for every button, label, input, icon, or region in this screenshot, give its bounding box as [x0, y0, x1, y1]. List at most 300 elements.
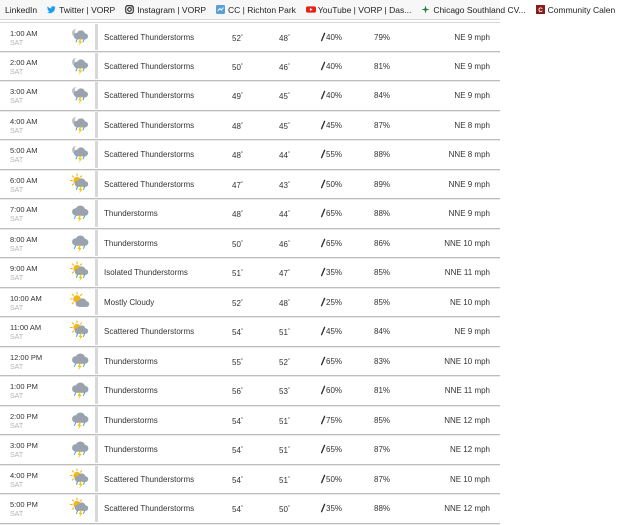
time-cell: [10, 258, 65, 287]
degree-symbol: °: [287, 239, 290, 246]
time-cell: [10, 317, 65, 346]
temperature-value: 50: [232, 239, 241, 249]
degree-symbol: °: [287, 62, 290, 69]
degree-symbol: °: [240, 210, 243, 216]
moon-thunder-icon: [67, 52, 93, 81]
condition-description: Thunderstorms: [104, 386, 158, 395]
degree-symbol: °: [287, 357, 290, 364]
temperature-value: 54: [232, 328, 241, 337]
precipitation-cell: [321, 52, 342, 81]
wind-value: NE 9 mph: [454, 327, 490, 336]
precipitation-value: 25%: [326, 297, 343, 307]
time-cell: [10, 111, 65, 140]
column-divider: [95, 53, 98, 80]
feels-like-cell: [279, 494, 290, 523]
precipitation-value: 40%: [326, 91, 343, 100]
feels-like-value: 52: [279, 357, 288, 367]
temperature-cell: [232, 494, 243, 523]
humidity-value: 81%: [374, 61, 391, 71]
temperature-value: 48: [232, 121, 241, 131]
table-row[interactable]: [0, 317, 500, 347]
time-cell: [10, 140, 65, 169]
degree-symbol: °: [240, 446, 243, 452]
column-divider: [95, 112, 98, 139]
humidity-value: 84%: [374, 91, 391, 100]
precipitation-value: 55%: [326, 150, 343, 159]
table-row[interactable]: [0, 406, 500, 436]
thunder-icon: [67, 376, 93, 405]
twitter-icon: [47, 5, 56, 14]
raindrop-icon: [321, 377, 325, 385]
time-cell: [10, 81, 65, 110]
degree-symbol: °: [240, 475, 243, 482]
raindrop-icon: [321, 230, 325, 238]
degree-symbol: °: [240, 151, 243, 157]
degree-symbol: °: [240, 34, 243, 40]
wind-value: NE 8 mph: [454, 120, 490, 130]
temperature-cell: [232, 111, 243, 140]
instagram-icon: [125, 5, 134, 14]
precipitation-value: 40%: [326, 33, 343, 42]
wind-value: NE 12 mph: [449, 445, 490, 454]
time-cell: [10, 288, 65, 317]
degree-symbol: °: [287, 269, 290, 275]
feels-like-value: 45: [279, 121, 288, 131]
svg-text:C: C: [537, 6, 543, 14]
degree-symbol: °: [287, 121, 290, 128]
wind-value: NNE 11 mph: [444, 386, 490, 395]
temperature-cell: [232, 199, 243, 228]
time-label: 2:00 PM: [10, 411, 38, 421]
temperature-value: 47: [232, 180, 241, 190]
feels-like-cell: [279, 170, 290, 199]
column-divider: [95, 141, 98, 168]
temperature-value: 52: [232, 298, 241, 308]
precipitation-cell: [321, 435, 342, 464]
feels-like-value: 47: [279, 269, 288, 278]
calendar-icon: [536, 5, 545, 14]
wind-value: NE 9 mph: [454, 91, 490, 100]
temperature-cell: [232, 435, 243, 464]
column-divider: [95, 24, 98, 50]
humidity-value: 87%: [374, 120, 391, 130]
wind-value: NE 9 mph: [454, 33, 490, 42]
humidity-value: 79%: [374, 33, 391, 42]
time-label: 3:00 PM: [10, 441, 38, 450]
precipitation-value: 35%: [326, 268, 343, 277]
table-row[interactable]: [0, 111, 500, 141]
raindrop-icon: [321, 348, 325, 356]
temperature-cell: [232, 288, 243, 317]
time-label: 2:00 AM: [10, 57, 38, 67]
time-label: 1:00 PM: [10, 382, 38, 391]
time-cell: [10, 494, 65, 523]
feels-like-cell: [279, 347, 290, 376]
condition-description: Scattered Thunderstorms: [104, 474, 195, 484]
degree-symbol: °: [240, 180, 243, 187]
precipitation-cell: [321, 23, 342, 51]
sun-thunder-icon: [67, 170, 93, 199]
bookmark-linkedin[interactable]: [0, 0, 42, 20]
time-cell: [10, 199, 65, 228]
bookmark-twitter-vorp[interactable]: [42, 0, 120, 20]
feels-like-cell: [279, 23, 290, 51]
temperature-value: 48: [232, 151, 241, 160]
degree-symbol: °: [240, 239, 243, 246]
temperature-value: 50: [232, 62, 241, 72]
wind-value: NNE 9 mph: [448, 179, 490, 189]
temperature-cell: [232, 406, 243, 435]
day-label: SAT: [10, 334, 24, 341]
time-cell: [10, 347, 65, 376]
raindrop-icon: [321, 141, 325, 149]
degree-symbol: °: [287, 505, 290, 511]
temperature-cell: [232, 347, 243, 376]
time-label: 1:00 AM: [10, 29, 38, 38]
precipitation-cell: [321, 376, 342, 405]
temperature-cell: [232, 376, 243, 405]
time-cell: [10, 465, 65, 494]
feels-like-value: 44: [279, 210, 288, 219]
time-label: 6:00 AM: [10, 175, 38, 185]
raindrop-icon: [321, 407, 325, 415]
bookmark-label: CC | Richton Park: [228, 4, 296, 15]
degree-symbol: °: [240, 505, 243, 511]
column-divider: [95, 377, 98, 404]
thunder-icon: [67, 199, 93, 228]
wind-value: NNE 11 mph: [444, 268, 490, 277]
bookmark-community-calen[interactable]: [531, 0, 620, 20]
chicago-icon: [421, 5, 430, 14]
precipitation-cell: [321, 258, 342, 287]
condition-description: Scattered Thunderstorms: [104, 327, 195, 336]
day-label: SAT: [10, 452, 24, 459]
sun-thunder-icon: [67, 317, 93, 346]
feels-like-cell: [279, 406, 290, 435]
table-row[interactable]: [0, 22, 500, 52]
precipitation-cell: [321, 81, 342, 110]
table-row[interactable]: [0, 140, 500, 170]
degree-symbol: °: [287, 328, 290, 334]
column-divider: [95, 466, 98, 493]
feels-like-value: 51: [279, 416, 288, 426]
temperature-value: 48: [232, 210, 241, 219]
precipitation-cell: [321, 317, 342, 346]
degree-symbol: °: [287, 446, 290, 452]
precipitation-value: 65%: [326, 209, 343, 218]
humidity-value: 81%: [374, 386, 391, 395]
column-divider: [95, 289, 98, 316]
precipitation-cell: [321, 288, 342, 317]
feels-like-value: 45: [279, 92, 288, 101]
raindrop-icon: [321, 259, 325, 267]
condition-description: Mostly Cloudy: [104, 297, 155, 307]
temperature-cell: [232, 170, 243, 199]
degree-symbol: °: [240, 121, 243, 128]
thunder-icon: [67, 435, 93, 464]
feels-like-cell: [279, 229, 290, 258]
feels-like-value: 51: [279, 446, 288, 455]
degree-symbol: °: [240, 269, 243, 275]
raindrop-icon: [321, 200, 325, 208]
precipitation-cell: [321, 140, 342, 169]
feels-like-value: 53: [279, 387, 288, 396]
column-divider: [95, 82, 98, 109]
column-divider: [95, 259, 98, 286]
humidity-value: 85%: [374, 415, 391, 425]
feels-like-cell: [279, 465, 290, 494]
day-label: SAT: [10, 40, 24, 47]
feels-like-cell: [279, 52, 290, 81]
precipitation-cell: [321, 494, 342, 523]
humidity-value: 83%: [374, 356, 391, 366]
thunder-icon: [67, 347, 93, 376]
thunder-icon: [67, 406, 93, 435]
time-label: 12:00 PM: [10, 352, 43, 362]
bookmark-label: Chicago Southland CV...: [433, 4, 526, 15]
degree-symbol: °: [240, 92, 243, 98]
precipitation-value: 45%: [326, 120, 343, 130]
raindrop-icon: [321, 24, 325, 32]
feels-like-value: 50: [279, 505, 288, 514]
raindrop-icon: [321, 466, 325, 474]
time-label: 7:00 AM: [10, 205, 38, 214]
degree-symbol: °: [287, 387, 290, 393]
table-row[interactable]: [0, 258, 500, 288]
column-divider: [95, 436, 98, 463]
temperature-value: 54: [232, 446, 241, 455]
day-label: SAT: [10, 275, 24, 282]
time-label: 3:00 AM: [10, 87, 38, 96]
degree-symbol: °: [287, 298, 290, 305]
sun-thunder-icon: [67, 465, 93, 494]
humidity-value: 89%: [374, 179, 391, 189]
time-label: 9:00 AM: [10, 264, 38, 273]
bookmarks-bar: [0, 0, 616, 20]
column-divider: [95, 171, 98, 198]
precipitation-value: 35%: [326, 504, 343, 513]
wind-value: NNE 9 mph: [448, 209, 490, 218]
feels-like-value: 43: [279, 180, 288, 190]
condition-description: Thunderstorms: [104, 209, 158, 218]
bookmark-instagram-vorp[interactable]: [120, 0, 211, 20]
bookmark-label: YouTube | VORP | Das...: [317, 4, 412, 15]
day-label: SAT: [10, 157, 24, 164]
hourly-forecast-table: [0, 22, 500, 524]
day-label: SAT: [10, 186, 24, 194]
feels-like-cell: [279, 288, 290, 317]
temperature-value: 54: [232, 416, 241, 426]
feels-like-value: 48: [279, 298, 288, 308]
degree-symbol: °: [287, 92, 290, 98]
precipitation-value: 65%: [326, 356, 343, 366]
bookmark-cc-richton-park[interactable]: [211, 0, 301, 20]
bookmark-youtube-vorp-das[interactable]: [301, 0, 416, 20]
time-label: 4:00 PM: [10, 470, 38, 480]
bookmark-chicago-southland-cv[interactable]: [416, 0, 530, 20]
feels-like-cell: [279, 111, 290, 140]
precipitation-cell: [321, 347, 342, 376]
table-row[interactable]: [0, 376, 500, 406]
humidity-value: 85%: [374, 297, 391, 307]
condition-description: Thunderstorms: [104, 356, 158, 366]
time-cell: [10, 229, 65, 258]
degree-symbol: °: [240, 416, 243, 423]
temperature-value: 52: [232, 34, 241, 43]
table-row[interactable]: [0, 170, 500, 200]
bookmark-label: Community Calen: [547, 4, 616, 15]
column-divider: [95, 230, 98, 257]
temperature-value: 54: [232, 505, 241, 514]
time-cell: [10, 406, 65, 435]
cc-icon: [216, 5, 225, 14]
wind-value: NNE 12 mph: [444, 415, 490, 425]
feels-like-cell: [279, 140, 290, 169]
day-label: SAT: [10, 245, 24, 253]
humidity-value: 88%: [374, 209, 391, 218]
temperature-value: 55: [232, 357, 241, 367]
day-label: SAT: [10, 68, 24, 76]
bookmark-label: Instagram | VORP: [137, 4, 207, 15]
time-cell: [10, 435, 65, 464]
raindrop-icon: [321, 495, 325, 503]
temperature-cell: [232, 52, 243, 81]
wind-value: NNE 10 mph: [444, 356, 490, 366]
moon-thunder-icon: [67, 111, 93, 140]
humidity-value: 87%: [374, 474, 391, 484]
precipitation-value: 65%: [326, 238, 343, 248]
condition-description: Isolated Thunderstorms: [104, 268, 188, 277]
table-row[interactable]: [0, 229, 500, 259]
humidity-value: 84%: [374, 327, 391, 336]
degree-symbol: °: [240, 62, 243, 69]
feels-like-value: 48: [279, 34, 288, 43]
wind-value: NNE 12 mph: [444, 504, 490, 513]
bookmark-label: LinkedIn: [5, 4, 38, 15]
temperature-cell: [232, 229, 243, 258]
day-label: SAT: [10, 127, 24, 135]
youtube-icon: [306, 5, 315, 14]
feels-like-value: 51: [279, 475, 288, 485]
precipitation-cell: [321, 229, 342, 258]
temperature-cell: [232, 140, 243, 169]
degree-symbol: °: [287, 34, 290, 40]
table-row[interactable]: [0, 347, 500, 377]
temperature-cell: [232, 317, 243, 346]
time-cell: [10, 52, 65, 81]
precipitation-cell: [321, 199, 342, 228]
condition-description: Thunderstorms: [104, 415, 158, 425]
precipitation-value: 60%: [326, 386, 343, 395]
precipitation-value: 50%: [326, 474, 343, 484]
table-row[interactable]: [0, 199, 500, 229]
condition-description: Scattered Thunderstorms: [104, 504, 195, 513]
moon-thunder-icon: [67, 140, 93, 169]
humidity-value: 86%: [374, 238, 391, 248]
raindrop-icon: [321, 171, 325, 179]
table-row[interactable]: [0, 465, 500, 495]
table-row[interactable]: [0, 52, 500, 82]
feels-like-cell: [279, 199, 290, 228]
precipitation-value: 50%: [326, 179, 343, 189]
temperature-cell: [232, 258, 243, 287]
time-label: 8:00 AM: [10, 234, 38, 244]
temperature-cell: [232, 81, 243, 110]
bookmark-label: Twitter | VORP: [59, 4, 116, 15]
precipitation-value: 40%: [326, 61, 343, 71]
precipitation-value: 75%: [326, 415, 343, 425]
wind-value: NE 10 mph: [449, 297, 490, 307]
moon-thunder-icon: [67, 23, 93, 51]
temperature-value: 51: [232, 269, 241, 278]
temperature-cell: [232, 465, 243, 494]
time-cell: [10, 170, 65, 199]
precipitation-value: 45%: [326, 327, 343, 336]
degree-symbol: °: [287, 151, 290, 157]
feels-like-value: 51: [279, 328, 288, 337]
time-cell: [10, 376, 65, 405]
precipitation-cell: [321, 406, 342, 435]
degree-symbol: °: [287, 475, 290, 482]
humidity-value: 85%: [374, 268, 391, 277]
time-label: 11:00 AM: [10, 323, 42, 332]
feels-like-cell: [279, 317, 290, 346]
condition-description: Scattered Thunderstorms: [104, 91, 195, 100]
degree-symbol: °: [240, 298, 243, 305]
moon-thunder-icon: [67, 81, 93, 110]
feels-like-cell: [279, 376, 290, 405]
column-divider: [95, 348, 98, 375]
condition-description: Scattered Thunderstorms: [104, 120, 195, 130]
humidity-value: 87%: [374, 445, 391, 454]
time-label: 10:00 AM: [10, 293, 42, 303]
table-row[interactable]: [0, 494, 500, 524]
day-label: SAT: [10, 481, 24, 489]
day-label: SAT: [10, 216, 24, 223]
precipitation-value: 65%: [326, 445, 343, 454]
feels-like-cell: [279, 435, 290, 464]
degree-symbol: °: [240, 328, 243, 334]
column-divider: [95, 200, 98, 227]
condition-description: Thunderstorms: [104, 238, 158, 248]
feels-like-cell: [279, 81, 290, 110]
wind-value: NE 10 mph: [449, 474, 490, 484]
raindrop-icon: [321, 289, 325, 297]
precipitation-cell: [321, 170, 342, 199]
feels-like-cell: [279, 258, 290, 287]
condition-description: Scattered Thunderstorms: [104, 179, 195, 189]
degree-symbol: °: [240, 357, 243, 364]
temperature-value: 56: [232, 387, 241, 396]
raindrop-icon: [321, 112, 325, 120]
time-label: 5:00 PM: [10, 500, 38, 509]
column-divider: [95, 495, 98, 522]
raindrop-icon: [321, 318, 325, 326]
raindrop-icon: [321, 82, 325, 90]
day-label: SAT: [10, 422, 24, 430]
time-label: 4:00 AM: [10, 116, 38, 126]
day-label: SAT: [10, 363, 24, 371]
table-row[interactable]: [0, 288, 500, 318]
feels-like-value: 46: [279, 239, 288, 249]
degree-symbol: °: [287, 416, 290, 423]
table-row[interactable]: [0, 81, 500, 111]
sun-thunder-icon: [67, 494, 93, 523]
condition-description: Scattered Thunderstorms: [104, 33, 195, 42]
table-row[interactable]: [0, 435, 500, 465]
condition-description: Scattered Thunderstorms: [104, 61, 195, 71]
temperature-cell: [232, 23, 243, 51]
